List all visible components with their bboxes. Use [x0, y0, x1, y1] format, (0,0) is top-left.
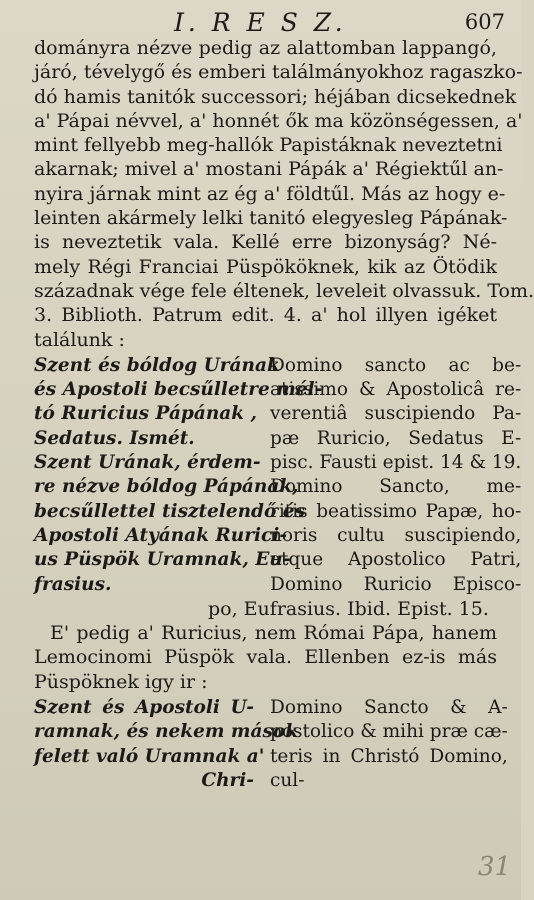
quote-line-hu: Sedatus. Ismét. [34, 427, 195, 449]
text-line: 3. Biblioth. Patrum edit. 4. a' hol illyen igéket [34, 304, 497, 327]
quote-line-hu: Szent Urának, érdem- [34, 452, 261, 474]
quote-line-hu: és Apostoli becsűlletre mél- [34, 379, 323, 401]
quote-line-hu: Szent és bóldog Urának [34, 354, 280, 376]
quote-line-la: pæ Ruricio, Sedatus E- [270, 427, 522, 449]
text-line: akarnak; mivel a' mostani Pápák a' Régiektűl an- [34, 158, 504, 181]
text-line: nyira járnak mint az ég a' földtűl. Más az hogy e- [34, 182, 506, 205]
page-number: 607 [464, 10, 505, 34]
quote-line-la: Domino Ruricio Episco- [270, 573, 522, 595]
text-line: találunk : [34, 328, 125, 351]
text-line: leinten akármely lelki tanitó elegyesleg Pápának- [34, 207, 508, 230]
text-line: dományra nézve pedig az alattomban lappangó, [34, 37, 497, 59]
quote-line-hu: felett való Uramnak a' [34, 745, 265, 767]
quote-line-hu: Szent és Apostoli U- [34, 697, 254, 719]
quote-line-hu: becsűllettel tisztelendő és [34, 500, 305, 522]
quote-line-la: verentiâ suscipiendo Pa- [270, 403, 522, 425]
quote-line-la: noris cultu suscipiendo, [270, 524, 522, 546]
quote-line-la: Domino sancto ac be- [270, 354, 522, 376]
text-line: járó, tévelygő és emberi találmányokhoz ragaszko- [34, 61, 523, 84]
text-line: a' Pápai névvel, a' honnét ők ma közönségessen, a' [34, 109, 523, 132]
quote-line-la: atque Apostolico Patri, [270, 549, 522, 571]
quote-line-la: Domino Sancto, me- [270, 476, 522, 498]
parallel-quote-1 [34, 354, 522, 597]
running-head: I. R E S Z. [174, 8, 347, 37]
quote-line-la: ritis beatissimo Papæ, ho- [270, 500, 522, 522]
text-line: E' pedig a' Ruricius, nem Római Pápa, hanem [50, 622, 497, 645]
text-line: is neveztetik vala. Kellé erre bizonyság? Né- [34, 231, 497, 254]
text-line: Lemocinomi Püspök vala. Ellenben ez-is más [34, 646, 497, 669]
quote-line-la-cont: po, Eufrasius. Ibid. Epist. 15. [208, 597, 489, 620]
quote-line-hu: us Püspök Uramnak, Eu- [34, 549, 291, 571]
quote-line-hu: frasius. [34, 573, 112, 595]
page-header [34, 8, 505, 37]
paragraph-1 [34, 36, 534, 352]
quote-line-hu: Apostoli Atyának Rurici- [34, 524, 288, 546]
hungarian-column [34, 354, 323, 597]
text-line: mint fellyebb meg-hallók Papistáknak neveztetni [34, 134, 503, 157]
quote-line-hu: re nézve bóldog Pápának, [34, 476, 299, 498]
text-line: dó hamis tanitók successori; héjában dicsekednek [34, 85, 517, 108]
quote-line-hu: Chri- [201, 769, 254, 791]
quote-line-la: cul- [270, 769, 305, 791]
paragraph-2 [34, 621, 497, 694]
quote-line-la: Domino Sancto & A- [270, 697, 508, 719]
parallel-quote-2 [34, 696, 508, 793]
text-line: Püspöknek igy ir : [34, 670, 208, 693]
quote-line-la: pisc. Fausti epist. 14 & 19. [270, 452, 522, 474]
latin-column [254, 696, 508, 793]
text-line: mely Régi Franciai Püspököknek, kik az Ötödik [34, 255, 497, 278]
quote-line-la: teris in Christó Domino, [270, 745, 508, 767]
quote-line-hu: tó Ruricius Pápának , [34, 403, 257, 425]
quote-line-la: atissimo & Apostolicâ re- [270, 379, 522, 401]
margin-annotation: 31 [478, 852, 512, 882]
text-line: századnak vége fele éltenek, leveleit olvassuk. Tom. [34, 279, 534, 302]
quote-line-la: postolico & mihi præ cæ- [270, 721, 508, 743]
quote-line-hu: ramnak, és nekem mások [34, 721, 299, 743]
latin-column [254, 354, 521, 597]
